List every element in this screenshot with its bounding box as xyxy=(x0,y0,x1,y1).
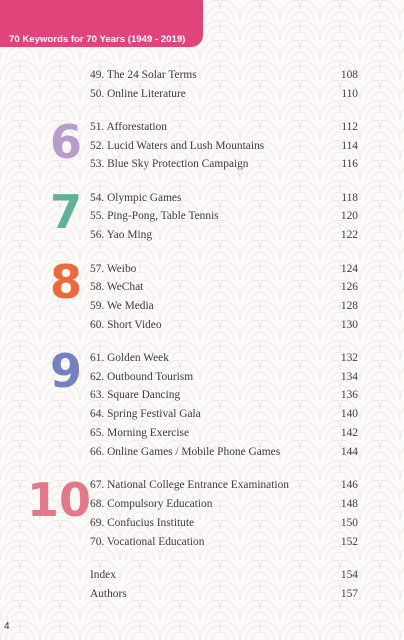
toc-entry-page: 110 xyxy=(341,88,358,100)
toc-entry-page: 142 xyxy=(340,427,358,439)
header-banner xyxy=(0,0,203,47)
toc-entry[interactable] xyxy=(90,261,358,277)
toc-entry[interactable] xyxy=(90,138,358,154)
toc-entry-label: 66. Online Games / Mobile Phone Games xyxy=(90,446,281,458)
toc-entry[interactable] xyxy=(90,86,358,102)
toc-entry[interactable] xyxy=(90,208,358,224)
toc-entry[interactable] xyxy=(90,350,358,366)
toc-entry-label: 65. Morning Exercise xyxy=(90,427,190,439)
toc-entry-label: 49. The 24 Solar Terms xyxy=(90,69,197,81)
toc-entry-page: 146 xyxy=(340,479,358,491)
section-number-7: 7 xyxy=(50,185,83,239)
toc-entry-page: 108 xyxy=(340,69,358,81)
toc-entry-page: 136 xyxy=(340,389,358,401)
toc-entry-label: 68. Compulsory Education xyxy=(90,498,213,510)
toc-entry-label: 53. Blue Sky Protection Campaign xyxy=(90,158,249,170)
toc-entry[interactable] xyxy=(90,119,358,135)
toc-entry[interactable] xyxy=(90,406,358,422)
page-number: 4 xyxy=(4,621,10,632)
toc-entry-label: 50. Online Literature xyxy=(90,88,186,100)
toc-entry-page: 132 xyxy=(340,352,358,364)
toc-entry-label: 67. National College Entrance Examination xyxy=(90,479,289,491)
toc-entry[interactable] xyxy=(90,279,358,295)
toc-entry[interactable] xyxy=(90,369,358,385)
toc-entry-page: 122 xyxy=(340,229,358,241)
toc-entry[interactable] xyxy=(90,298,358,314)
toc-entry-label: Authors xyxy=(90,588,127,600)
toc-entry[interactable] xyxy=(90,586,358,602)
toc-entry[interactable] xyxy=(90,67,358,83)
toc-entry-label: Index xyxy=(90,569,116,581)
toc-entry-label: 62. Outbound Tourism xyxy=(90,371,194,383)
toc-entry-label: 57. Weibo xyxy=(90,263,137,275)
toc-entry[interactable] xyxy=(90,317,358,333)
toc-entry-label: 60. Short Video xyxy=(90,319,162,331)
toc-entry-label: 59. We Media xyxy=(90,300,154,312)
toc-entry-label: 69. Confucius Institute xyxy=(90,517,195,529)
toc-entry-page: 157 xyxy=(340,588,358,600)
toc-entry[interactable] xyxy=(90,425,358,441)
header-title: 70 Keywords for 70 Years (1949 - 2019) xyxy=(9,34,186,45)
toc-entry[interactable] xyxy=(90,156,358,172)
toc-entry-page: 128 xyxy=(340,300,358,312)
toc-entry-page: 120 xyxy=(340,210,358,222)
toc-entry-page: 124 xyxy=(340,263,358,275)
toc-entry-label: 55. Ping-Pong, Table Tennis xyxy=(90,210,219,222)
toc-entry-label: 54. Olympic Games xyxy=(90,192,182,204)
toc-entry-label: 58. WeChat xyxy=(90,281,144,293)
toc-entry-label: 63. Square Dancing xyxy=(90,389,181,401)
toc-entry-page: 130 xyxy=(340,319,358,331)
toc-entry[interactable] xyxy=(90,567,358,583)
toc-entry-page: 144 xyxy=(340,446,358,458)
toc-entry-page: 150 xyxy=(340,517,358,529)
toc-entry-page: 126 xyxy=(340,281,358,293)
toc-entry[interactable] xyxy=(90,444,358,460)
toc-entry[interactable] xyxy=(90,387,358,403)
toc-entry[interactable] xyxy=(90,515,358,531)
toc-entry-label: 61. Golden Week xyxy=(90,352,169,364)
toc-entry-page: 118 xyxy=(341,192,358,204)
toc-entry[interactable] xyxy=(90,190,358,206)
toc-entry[interactable] xyxy=(90,534,358,550)
toc-entry[interactable] xyxy=(90,227,358,243)
toc-entry-label: 52. Lucid Waters and Lush Mountains xyxy=(90,140,265,152)
toc-entry-page: 140 xyxy=(340,408,358,420)
toc-entry-label: 64. Spring Festival Gala xyxy=(90,408,201,420)
toc-entry-page: 112 xyxy=(341,121,358,133)
toc-entry[interactable] xyxy=(90,496,358,512)
toc-entry-page: 134 xyxy=(340,371,358,383)
section-number-6: 6 xyxy=(50,115,83,169)
toc-entry-label: 70. Vocational Education xyxy=(90,536,205,548)
toc-entry-page: 148 xyxy=(340,498,358,510)
toc-entry-page: 154 xyxy=(340,569,358,581)
section-number-10: 10 xyxy=(27,473,92,527)
section-number-8: 8 xyxy=(50,255,83,309)
toc-entry-page: 152 xyxy=(340,536,358,548)
toc-entry-page: 116 xyxy=(341,158,358,170)
toc-entry-page: 114 xyxy=(341,140,358,152)
toc-entry-label: 51. Afforestation xyxy=(90,121,167,133)
toc-entry-label: 56. Yao Ming xyxy=(90,229,153,241)
toc-entry[interactable] xyxy=(90,477,358,493)
section-number-9: 9 xyxy=(50,344,83,398)
